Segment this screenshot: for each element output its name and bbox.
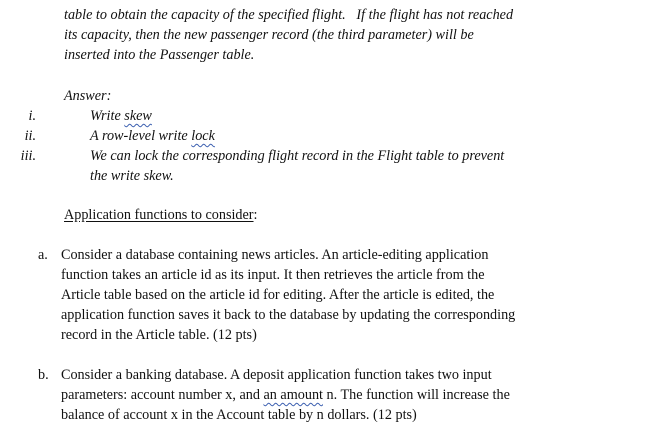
question-a-line-5: record in the Article table. (12 pts) xyxy=(61,327,257,343)
spellcheck-underline: lock xyxy=(191,128,215,144)
question-b-line-1: Consider a banking database. A deposit application function takes two input xyxy=(61,367,492,383)
question-b-label: b. xyxy=(38,367,49,383)
answer-item-number: ii. xyxy=(24,128,36,144)
question-b-line-2: parameters: account number x, and an amount n. The function will increase the xyxy=(61,387,510,403)
grammar-underline: an amount xyxy=(263,387,323,403)
question-a-line-1: Consider a database containing news articles. An article-editing application xyxy=(61,247,489,263)
answer-label: Answer: xyxy=(64,88,112,104)
intro-line-3: inserted into the Passenger table. xyxy=(64,47,255,63)
intro-line-2: its capacity, then the new passenger record (the third parameter) will be xyxy=(64,27,474,43)
answer-item-number: i. xyxy=(28,108,36,124)
answer-item-number: iii. xyxy=(20,148,36,164)
question-a-line-3: Article table based on the article id for editing. After the article is edited, the xyxy=(61,287,495,303)
answer-item-3-line-2: the write skew. xyxy=(90,168,174,184)
answer-item-2: A row-level write lock xyxy=(90,128,215,144)
question-b-line-3: balance of account x in the Account table by n dollars. (12 pts) xyxy=(61,407,417,423)
answer-item-3-line-1: We can lock the corresponding flight record in the Flight table to prevent xyxy=(90,148,505,164)
section-heading: Application functions to consider: xyxy=(64,207,258,223)
answer-item-1: Write skew xyxy=(90,108,152,124)
intro-line-1: table to obtain the capacity of the specified flight. If the flight has not reached xyxy=(64,7,514,23)
question-a-label: a. xyxy=(38,247,48,263)
question-a-line-2: function takes an article id as its input. It then retrieves the article from the xyxy=(61,267,485,283)
spellcheck-underline: skew xyxy=(124,108,152,124)
question-a-line-4: application function saves it back to the database by updating the corresponding xyxy=(61,307,516,323)
